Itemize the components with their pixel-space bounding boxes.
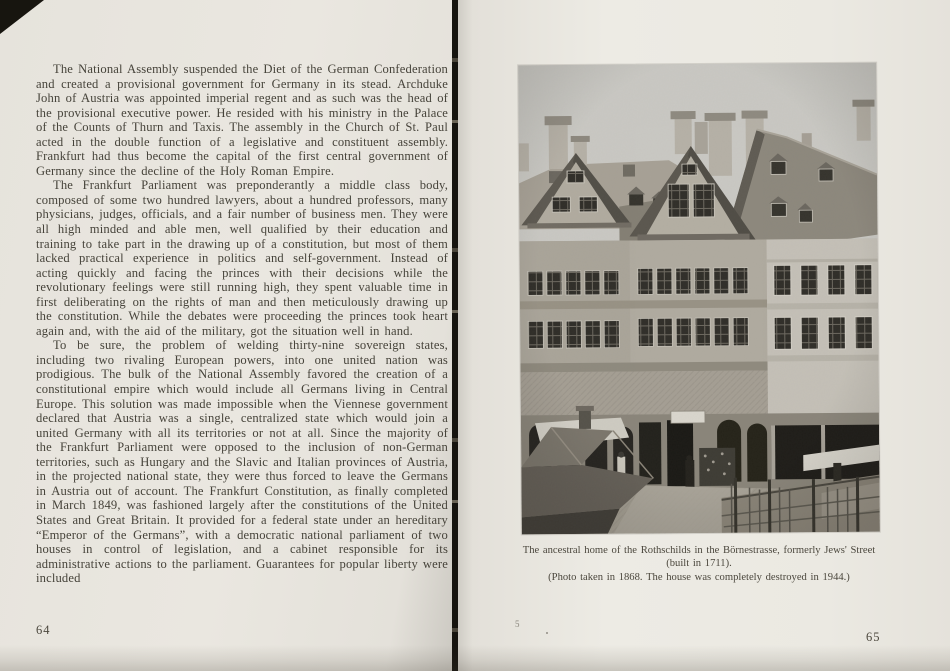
- caption-line: The ancestral home of the Rothschilds in the Börnestrasse, formerly Jews' Street: [522, 545, 876, 556]
- photo-caption: [489, 544, 909, 584]
- paragraph: The Frankfurt Parliament was preponderantly a middle class body, composed of some two hundred lawyers, about a hundred professors, many physicians, judges, officials, and a fair number of business men. They were all high minded and able men, well qualified by their education and training to take part in the drawing up of a constitution, but most of them lacked practical experience in politics and self-government. Instead of acting quickly and facing the princes with their decisions while the revolutionary feelings were still running high, they spent valuable time in first deliberating on the rights of man and then meticulously drawing up the constitution. While the debates were proceeding the princes took heart again and, with the aid of the military, got the situation well in hand.: [36, 178, 448, 338]
- page-number-right: 65: [866, 630, 881, 644]
- book-spine-gutter: [452, 0, 458, 671]
- paragraph: The National Assembly suspended the Diet of the German Confederation and created a provisional government for Germany in its stead. Archduke John of Austria was appointed imperial regent and as such was the head of the provisional executive power. He resided with his ministry in the Palace of the Counts of Thurn and Taxis. The assembly in the Church of St. Paul acted in the double function of a legislative and constituent assembly. Frankfurt had thus become the capital of the first central government of Germany since the decline of the Holy Roman Empire.: [36, 62, 448, 178]
- caption-line: (built in 1711).: [666, 558, 732, 570]
- photo-illustration: [518, 63, 880, 535]
- page-number-left: 64: [36, 623, 51, 637]
- stray-ink-dot: [546, 632, 548, 634]
- paragraph: To be sure, the problem of welding thirty-nine sovereign states, including two rivaling European powers, into one united nation was prodigious. The bulk of the National Assembly favored the creation of a constitutional empire which would include all Germans living in Central Europe. This solution was made impossible when the Viennese government declared that Austria was a single, centralized state which would join a united Germany with all its territories or not at all. Since the majority of the Frankfurt Parliament were opposed to the inclusion of non-German territories, such as Hungary and the Slavic and Italian provinces of Austria, in the projected national state, they were thus forced to leave the Germans in Austria out of account. The Frankfurt Constitution, as finally completed in March 1849, was fashioned largely after the constitutions of the United States and Great Britain. It provided for a federal state under an hereditary “Emperor of the Germans”, with a democratic national parliament of two houses in control of legislation, and a cabinet responsible for its administrative actions to the parliament. Guarantees for popular liberty were included: [36, 338, 448, 586]
- photograph-rothschild-house: [518, 63, 880, 535]
- body-text-column: [36, 62, 448, 586]
- scan-corner-shadow: [0, 0, 44, 34]
- stray-ink-mark: 5: [515, 619, 520, 629]
- caption-line: (Photo taken in 1868. The house was completely destroyed in 1944.): [548, 571, 850, 583]
